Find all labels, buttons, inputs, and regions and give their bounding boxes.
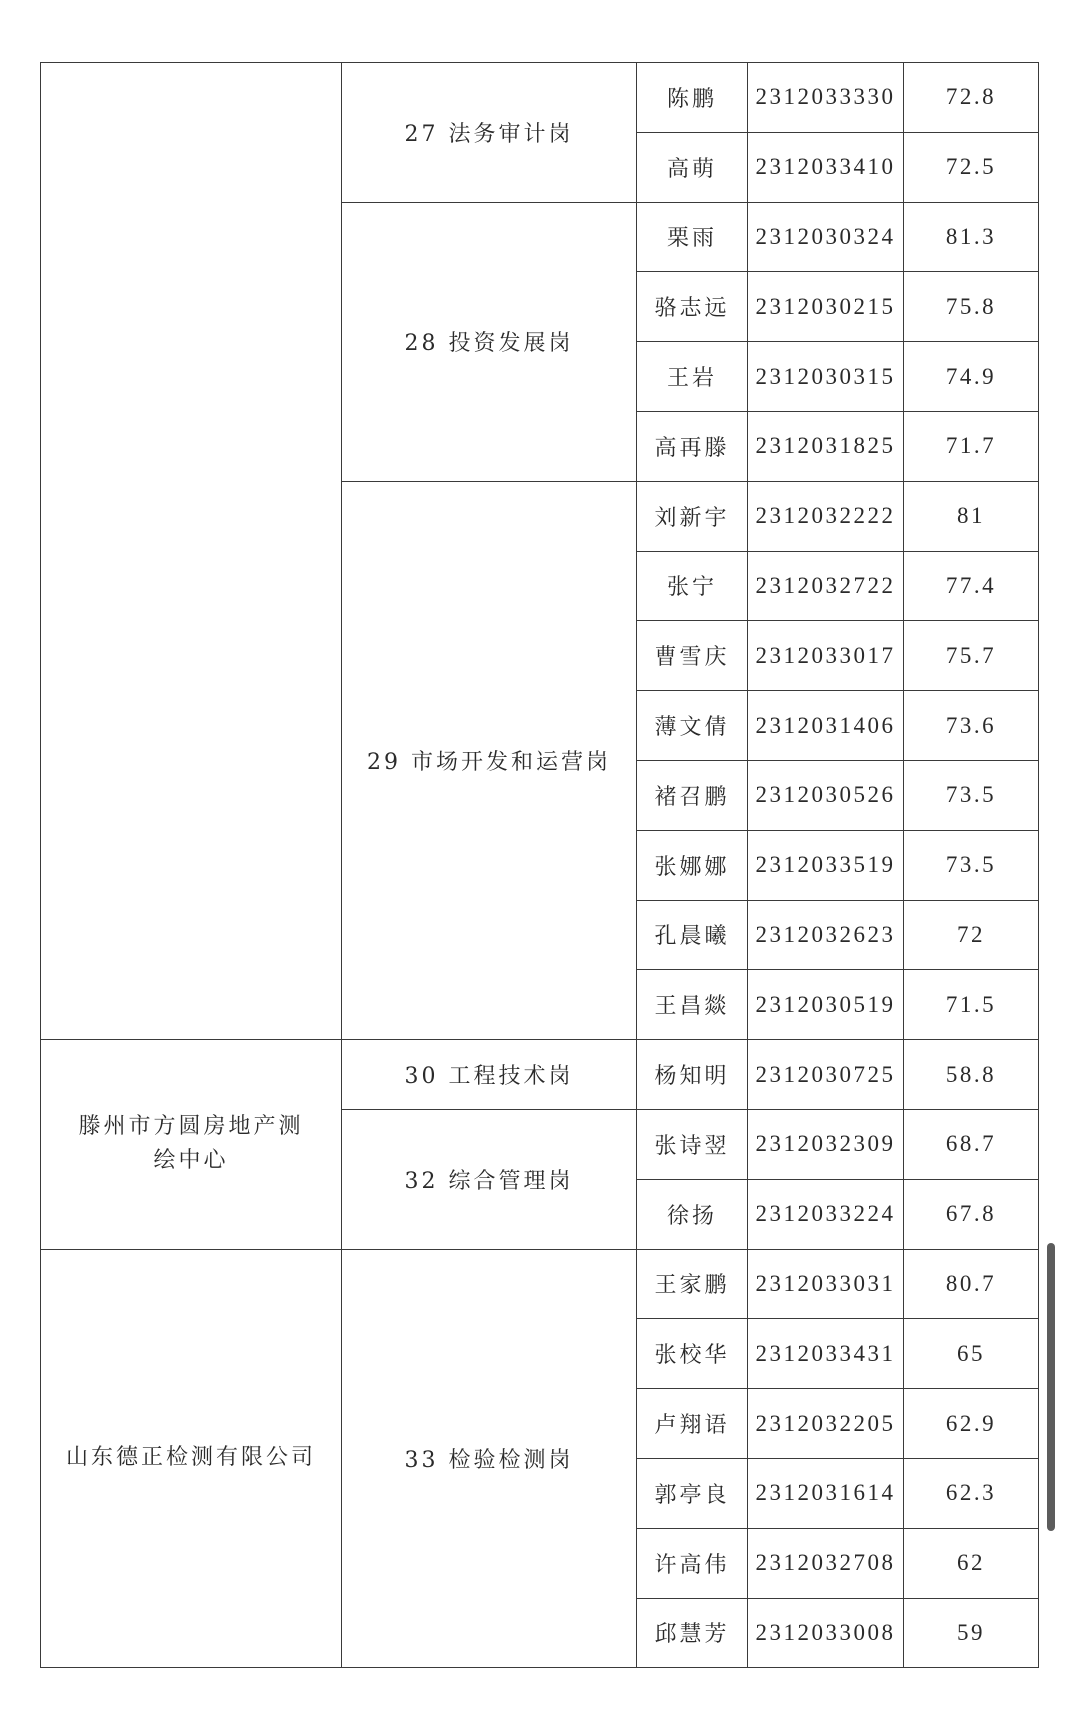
table-row	[41, 1249, 1039, 1319]
score: 62	[904, 1528, 1039, 1598]
candidate-name: 卢翔语	[637, 1389, 748, 1459]
candidate-name: 薄文倩	[637, 691, 748, 761]
exam-id: 2312031406	[748, 691, 904, 761]
score: 75.7	[904, 621, 1039, 691]
exam-id: 2312033031	[748, 1249, 904, 1319]
exam-id: 2312030215	[748, 272, 904, 342]
score: 71.5	[904, 970, 1039, 1040]
scrollbar-thumb[interactable]	[1047, 1243, 1055, 1531]
exam-id: 2312033410	[748, 132, 904, 202]
score: 75.8	[904, 272, 1039, 342]
exam-id: 2312030324	[748, 202, 904, 272]
candidate-name: 王岩	[637, 342, 748, 412]
candidate-name: 褚召鹏	[637, 760, 748, 830]
exam-id: 2312031614	[748, 1458, 904, 1528]
results-table	[40, 62, 1039, 1668]
score: 72.5	[904, 132, 1039, 202]
position-cell: 29 市场开发和运营岗	[342, 481, 637, 1039]
candidate-name: 张校华	[637, 1319, 748, 1389]
candidate-name: 邱慧芳	[637, 1598, 748, 1668]
score: 65	[904, 1319, 1039, 1389]
exam-id: 2312032222	[748, 481, 904, 551]
exam-id: 2312031825	[748, 411, 904, 481]
position-cell: 32 综合管理岗	[342, 1109, 637, 1249]
exam-id: 2312030315	[748, 342, 904, 412]
candidate-name: 徐扬	[637, 1179, 748, 1249]
candidate-name: 高再滕	[637, 411, 748, 481]
position-cell: 33 检验检测岗	[342, 1249, 637, 1668]
exam-id: 2312032708	[748, 1528, 904, 1598]
position-cell: 30 工程技术岗	[342, 1040, 637, 1110]
score: 73.5	[904, 760, 1039, 830]
score: 80.7	[904, 1249, 1039, 1319]
score: 67.8	[904, 1179, 1039, 1249]
candidate-name: 张娜娜	[637, 830, 748, 900]
score: 72	[904, 900, 1039, 970]
candidate-name: 许高伟	[637, 1528, 748, 1598]
candidate-name: 郭亭良	[637, 1458, 748, 1528]
candidate-name: 骆志远	[637, 272, 748, 342]
exam-id: 2312032309	[748, 1109, 904, 1179]
exam-id: 2312033431	[748, 1319, 904, 1389]
score: 81.3	[904, 202, 1039, 272]
candidate-name: 陈鹏	[637, 63, 748, 133]
exam-id: 2312033330	[748, 63, 904, 133]
candidate-name: 刘新宇	[637, 481, 748, 551]
score: 72.8	[904, 63, 1039, 133]
exam-id: 2312030519	[748, 970, 904, 1040]
candidate-name: 高萌	[637, 132, 748, 202]
score: 62.3	[904, 1458, 1039, 1528]
candidate-name: 孔晨曦	[637, 900, 748, 970]
exam-id: 2312030526	[748, 760, 904, 830]
table-row	[41, 1040, 1039, 1110]
candidate-name: 栗雨	[637, 202, 748, 272]
exam-id: 2312033008	[748, 1598, 904, 1668]
position-cell: 27 法务审计岗	[342, 63, 637, 203]
exam-id: 2312032722	[748, 551, 904, 621]
score: 81	[904, 481, 1039, 551]
score: 59	[904, 1598, 1039, 1668]
candidate-name: 曹雪庆	[637, 621, 748, 691]
candidate-name: 王昌燚	[637, 970, 748, 1040]
exam-id: 2312030725	[748, 1040, 904, 1110]
exam-id: 2312033224	[748, 1179, 904, 1249]
table-row	[41, 63, 1039, 133]
score: 62.9	[904, 1389, 1039, 1459]
candidate-name: 杨知明	[637, 1040, 748, 1110]
score: 77.4	[904, 551, 1039, 621]
unit-name: 滕州市方圆房地产测绘中心	[78, 1114, 304, 1174]
exam-id: 2312032623	[748, 900, 904, 970]
score: 71.7	[904, 411, 1039, 481]
score: 68.7	[904, 1109, 1039, 1179]
unit-cell: 山东德正检测有限公司	[41, 1249, 342, 1668]
unit-cell	[41, 63, 342, 1040]
exam-id: 2312033017	[748, 621, 904, 691]
candidate-name: 张宁	[637, 551, 748, 621]
candidate-name: 王家鹏	[637, 1249, 748, 1319]
score: 73.6	[904, 691, 1039, 761]
score: 74.9	[904, 342, 1039, 412]
candidate-name: 张诗翌	[637, 1109, 748, 1179]
position-cell: 28 投资发展岗	[342, 202, 637, 481]
exam-id: 2312032205	[748, 1389, 904, 1459]
score: 73.5	[904, 830, 1039, 900]
score: 58.8	[904, 1040, 1039, 1110]
exam-id: 2312033519	[748, 830, 904, 900]
unit-cell	[41, 1040, 342, 1249]
